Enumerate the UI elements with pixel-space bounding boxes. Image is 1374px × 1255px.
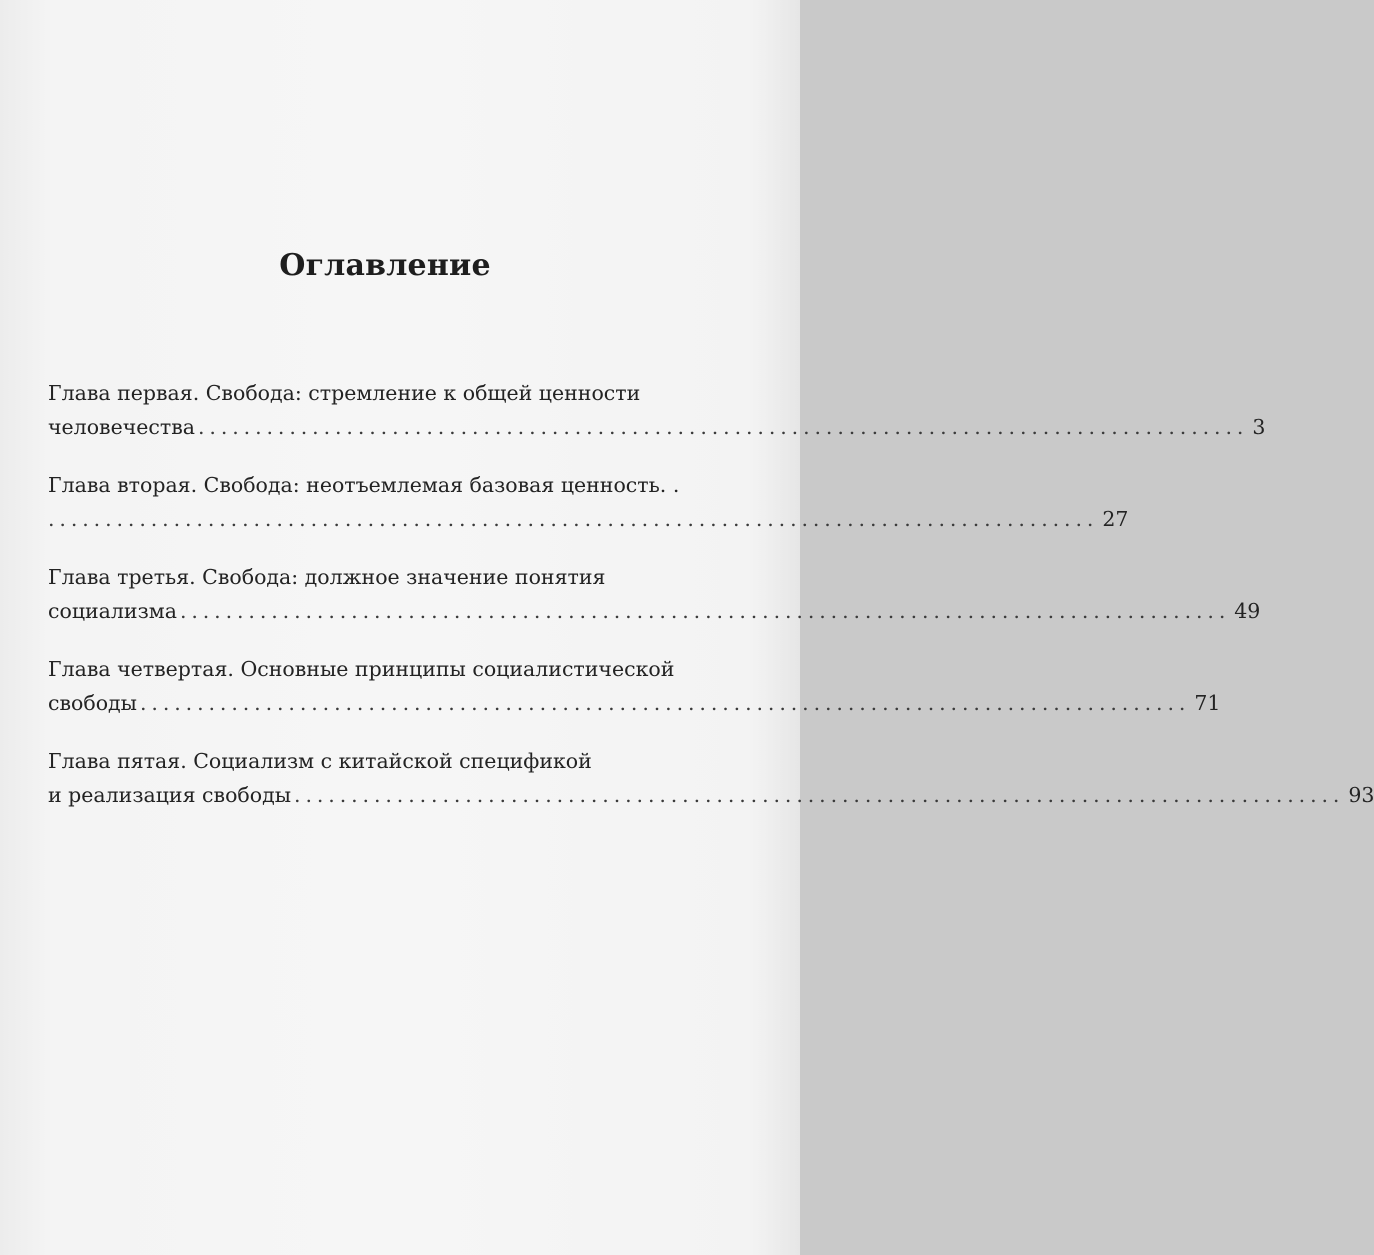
toc-entry-dot-leader-line [48, 778, 1374, 812]
toc-entry-dot-leader-line [48, 686, 1221, 720]
toc-page-number: 71 [1194, 691, 1221, 715]
toc-entry-chapter-1 [48, 376, 1266, 444]
toc-page-number: 27 [1102, 507, 1129, 531]
toc-entry-dot-leader-line [48, 410, 1266, 444]
toc-entry-title-continuation: человечества [48, 415, 195, 439]
toc-entry-chapter-3 [48, 560, 1261, 628]
page-title: Оглавление [279, 248, 491, 283]
toc-entry-dot-leader-line [48, 502, 1129, 536]
toc-entry-title-line: Глава пятая. Социализм с китайской спецификой [48, 749, 592, 773]
toc-entry-chapter-2 [48, 468, 1129, 536]
dot-leader: ............................................................................................ [179, 599, 1231, 623]
toc-page-number: 93 [1348, 783, 1374, 807]
toc-entry-chapter-5 [48, 744, 1374, 812]
toc-entry-title-continuation: социализма [48, 599, 177, 623]
toc-page-number: 49 [1234, 599, 1261, 623]
toc-entry-dot-leader-line [48, 594, 1261, 628]
toc-page-number: 3 [1252, 415, 1266, 439]
toc-entry-title-line: Глава четвертая. Основные принципы социалистической [48, 657, 675, 681]
table-of-contents [48, 376, 1374, 836]
dot-leader: ............................................................................................ [48, 507, 1099, 531]
toc-entry-title-continuation: и реализация свободы [48, 783, 292, 807]
toc-entry-title-line: Глава первая. Свобода: стремление к общей ценности [48, 381, 641, 405]
dot-leader: ............................................................................................ [198, 415, 1249, 439]
toc-entry-title-line: Глава третья. Свобода: должное значение понятия [48, 565, 606, 589]
toc-entry-title-line: Глава вторая. Свобода: неотъемлемая базовая ценность. . [48, 473, 680, 497]
dot-leader: ............................................................................................ [140, 691, 1191, 715]
dot-leader: ............................................................................................ [294, 783, 1345, 807]
toc-entry-title-continuation: свободы [48, 691, 137, 715]
toc-entry-chapter-4 [48, 652, 1221, 720]
